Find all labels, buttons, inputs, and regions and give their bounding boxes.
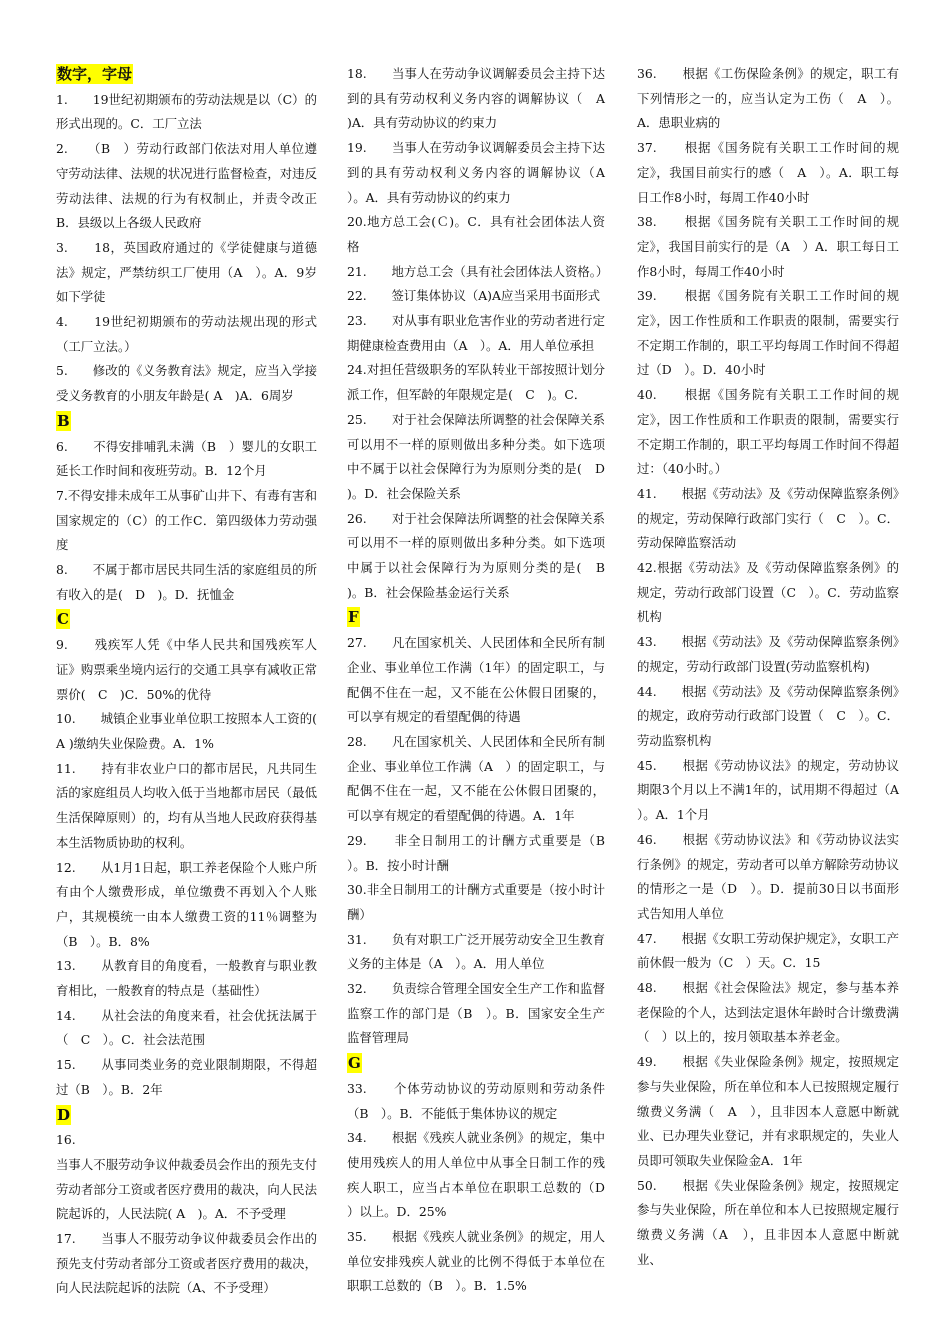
question-item: 10. 城镇企业事业单位职工按照本人工资的( A )缴纳失业保险费。A．1% <box>56 711 317 751</box>
question-item: 50. 根据《失业保险条例》规定，按照规定参与失业保险，所在单位和本人已按照规定履行缴费义务满（A ），且非因本人意愿中断就业、 <box>637 1177 899 1267</box>
section-heading-label: F <box>348 608 359 627</box>
question-item: 18. 当事人在劳动争议调解委员会主持下达到的具有劳动权利义务内容的调解协议（ A )A．具有劳动协议的约束力 <box>347 66 618 131</box>
question-item: 45. 根据《劳动协议法》的规定，劳动协议期限3个月以上不满1年的，试用期不得超过（A ）。A．1个月 <box>637 757 912 823</box>
question-item: 41. 根据《劳动法》及《劳动保障监察条例》的规定，劳动保障行政部门实行（ C ）。C．劳动保障监察活动 <box>637 485 899 551</box>
question-item: 8. 不属于都市居民共同生活的家庭组员的所有收入的是( D )。D．抚恤金 <box>56 562 317 602</box>
column-middle <box>347 62 618 1299</box>
question-item: 28. 凡在国家机关、人民团体和全民所有制企业、事业单位工作满（A ）的固定职工，与配偶不住在一起，又不能在公休假日团聚的，可以享有规定的看望配偶的待遇。A．1年 <box>347 733 605 824</box>
question-item: 31. 负有对职工广泛开展劳动安全卫生教育义务的主体是（A ）。A．用人单位 <box>347 931 605 972</box>
question-item: 5. 修改的《义务教育法》规定，应当入学接受义务教育的小朋友年龄是( A )A．6周岁 <box>56 363 317 404</box>
question-item: 6. 不得安排哺乳未满（B ）婴儿的女职工延长工作时间和夜班劳动。B．12个月 <box>56 438 317 479</box>
section-heading <box>56 1103 317 1129</box>
question-item: 30.非全日制用工的计酬方式重要是（按小时计酬） <box>347 882 605 922</box>
question-item: 14. 从社会法的角度来看，社会优抚法属于（ C ）。C．社会法范围 <box>56 1007 317 1048</box>
question-item: 7.不得安排未成年工从事矿山井下、有毒有害和国家规定的（C）的工作C．第四级体力劳动强度 <box>56 487 317 553</box>
question-item: 24.对担任营级职务的军队转业干部按照计划分派工作，但军龄的年限规定是( C )。C． <box>347 362 605 403</box>
section-heading-label: C <box>57 610 69 629</box>
question-item: 26. 对于社会保障法所调整的社会保障关系可以用不一样的原则做出多种分类。如下选项中属于以社会保障行为为原则分类的是( B )。B．社会保险基金运行关系 <box>347 510 618 600</box>
question-item: 12. 从1月1日起，职工养老保险个人账户所有由个人缴费形成，单位缴费不再划入个人账户，其规模统一由本人缴费工资的11％调整为（B ）。B．8% <box>56 859 317 949</box>
question-item: 当事人不服劳动争议仲裁委员会作出的预先支付劳动者部分工资或者医疗费用的裁决，向人民法院起诉的，人民法院( A )。A．不予受理 <box>56 1156 317 1222</box>
section-heading <box>56 62 317 88</box>
section-heading-label: 数字，字母 <box>57 65 133 83</box>
question-item: 35. 根据《残疾人就业条例》的规定，用人单位安排残疾人就业的比例不得低于本单位在职职工总数的（B ）。B．1.5% <box>347 1229 605 1294</box>
section-heading <box>347 605 605 631</box>
question-item: 23. 对从事有职业危害作业的劳动者进行定期健康检查费用由（A ）。A．用人单位承担 <box>347 313 605 353</box>
question-item: 11. 持有非农业户口的都市居民，凡共同生活的家庭组员人均收入低于当地都市居民（最低生活保障原则）的，均有从当地人民政府获得基本生活物质协助的权利。 <box>56 760 317 850</box>
question-item: 38. 根据《国务院有关职工工作时间的规定》，我国目前实行的是（A ）A．职工每日工作8小时，每周工作40小时 <box>637 214 899 279</box>
section-heading <box>56 409 317 435</box>
question-item: 39. 根据《国务院有关职工工作时间的规定》，因工作性质和工作职责的限制，需要实行不定期工作制的，职工平均每周工作时间不得超过（D ）。D．40小时 <box>637 288 899 378</box>
question-item: 3. 18，英国政府通过的《学徒健康与道德法》规定，严禁纺织工厂使用（A ）。A．9岁如下学徒 <box>56 239 317 305</box>
section-heading-label: D <box>57 1105 71 1124</box>
question-item: 1. 19世纪初期颁布的劳动法规是以（C）的形式出现的。C．工厂立法 <box>56 91 317 132</box>
question-item: 4. 19世纪初期颁布的劳动法规出现的形式（工厂立法。） <box>56 314 317 354</box>
question-item: 16. <box>56 1132 76 1148</box>
question-item: 13. 从教育目的角度看，一般教育与职业教育相比，一般教育的特点是（基础性） <box>56 958 317 999</box>
section-heading <box>347 1051 605 1077</box>
question-item: 36. 根据《工伤保险条例》的规定，职工有下列情形之一的，应当认定为工伤（ A ）。A．患职业病的 <box>637 66 899 131</box>
column-right <box>637 62 912 1272</box>
question-item: 9. 残疾军人凭《中华人民共和国残疾军人证》购票乘坐境内运行的交通工具享有减收正常票价( C )C．50%的优待 <box>56 637 317 702</box>
question-item: 22. 签订集体协议（A)A应当采用书面形式 <box>347 288 601 304</box>
question-item: 33. 个体劳动协议的劳动原则和劳动条件（B ）。B．不能低于集体协议的规定 <box>347 1080 605 1121</box>
question-item: 20.地方总工会(Ｃ)。C．具有社会团体法人资格 <box>347 214 605 254</box>
question-item: 43. 根据《劳动法》及《劳动保障监察条例》的规定，劳动行政部门设置(劳动监察机构) <box>637 634 899 674</box>
question-item: 25. 对于社会保障法所调整的社会保障关系可以用不一样的原则做出多种分类。如下选项中不属于以社会保障行为为原则分类的是( D )。D．社会保险关系 <box>347 411 618 501</box>
question-item: 42.根据《劳动法》及《劳动保障监察条例》的规定，劳动行政部门设置（C ）。C．劳动监察机构 <box>637 560 899 625</box>
question-item: 49. 根据《失业保险条例》规定，按照规定参与失业保险，所在单位和本人已按照规定履行缴费义务满（ A ），且非因本人意愿中断就业、已办理失业登记，并有求职规定的，失业人员即可领取失业保险金A．1年 <box>637 1054 899 1168</box>
question-item: 32. 负责综合管理全国安全生产工作和监督监察工作的部门是（B ）。B．国家安全生产监督管理局 <box>347 981 605 1046</box>
question-item: 21. 地方总工会（具有社会团体法人资格。） <box>347 263 609 279</box>
question-item: 2. （B ）劳动行政部门依法对用人单位遵守劳动法律、法规的状况进行监督检查，对违反劳动法律、法规的行为有权制止，并责令改正B．县级以上各级人民政府 <box>56 141 317 231</box>
section-heading <box>56 607 317 633</box>
question-item: 29. 非全日制用工的计酬方式重要是（B ）。B．按小时计酬 <box>347 832 618 873</box>
section-heading-label: B <box>57 411 70 430</box>
question-item: 37. 根据《国务院有关职工工作时间的规定》，我国目前实行的感（ A ）。A．职工每日工作8小时，每周工作40小时 <box>637 140 899 205</box>
column-left <box>56 62 317 1301</box>
question-item: 17. 当事人不服劳动争议仲裁委员会作出的预先支付劳动者部分工资或者医疗费用的裁决，向人民法院起诉的法院（A、不予受理） <box>56 1231 317 1296</box>
question-item: 15. 从事同类业务的竞业限制期限，不得超过（B ）。B．2年 <box>56 1057 317 1097</box>
section-heading-label: G <box>348 1054 361 1073</box>
question-item: 19. 当事人在劳动争议调解委员会主持下达到的具有劳动权利义务内容的调解协议（A ）。A．具有劳动协议的约束力 <box>347 140 618 205</box>
question-item: 48. 根据《社会保险法》规定，参与基本养老保险的个人，达到法定退休年龄时合计缴费满（ ）以上的，按月领取基本养老金。 <box>637 980 899 1045</box>
question-item: 47. 根据《女职工劳动保护规定》，女职工产前休假一般为（C ）天。C．15 <box>637 930 899 971</box>
question-item: 44. 根据《劳动法》及《劳动保障监察条例》的规定，政府劳动行政部门设置（ C ）。C．劳动监察机构 <box>637 683 899 748</box>
question-item: 40. 根据《国务院有关职工工作时间的规定》，因工作性质和工作职责的限制，需要实行不定期工作制的，职工平均每周工作时间不得超过：（40小时。） <box>637 387 899 477</box>
question-item: 46. 根据《劳动协议法》和《劳动协议法实行条例》的规定，劳动者可以单方解除劳动协议的情形之一是（D ）。D．提前30日以书面形式告知用人单位 <box>637 831 899 921</box>
question-item: 27. 凡在国家机关、人民团体和全民所有制企业、事业单位工作满（1年）的固定职工，与配偶不住在一起，又不能在公休假日团聚的，可以享有规定的看望配偶的待遇 <box>347 635 605 725</box>
question-item: 34. 根据《残疾人就业条例》的规定，集中使用残疾人的用人单位中从事全日制工作的残疾人职工，应当占本单位在职职工总数的（D ）以上。D．25% <box>347 1130 618 1220</box>
